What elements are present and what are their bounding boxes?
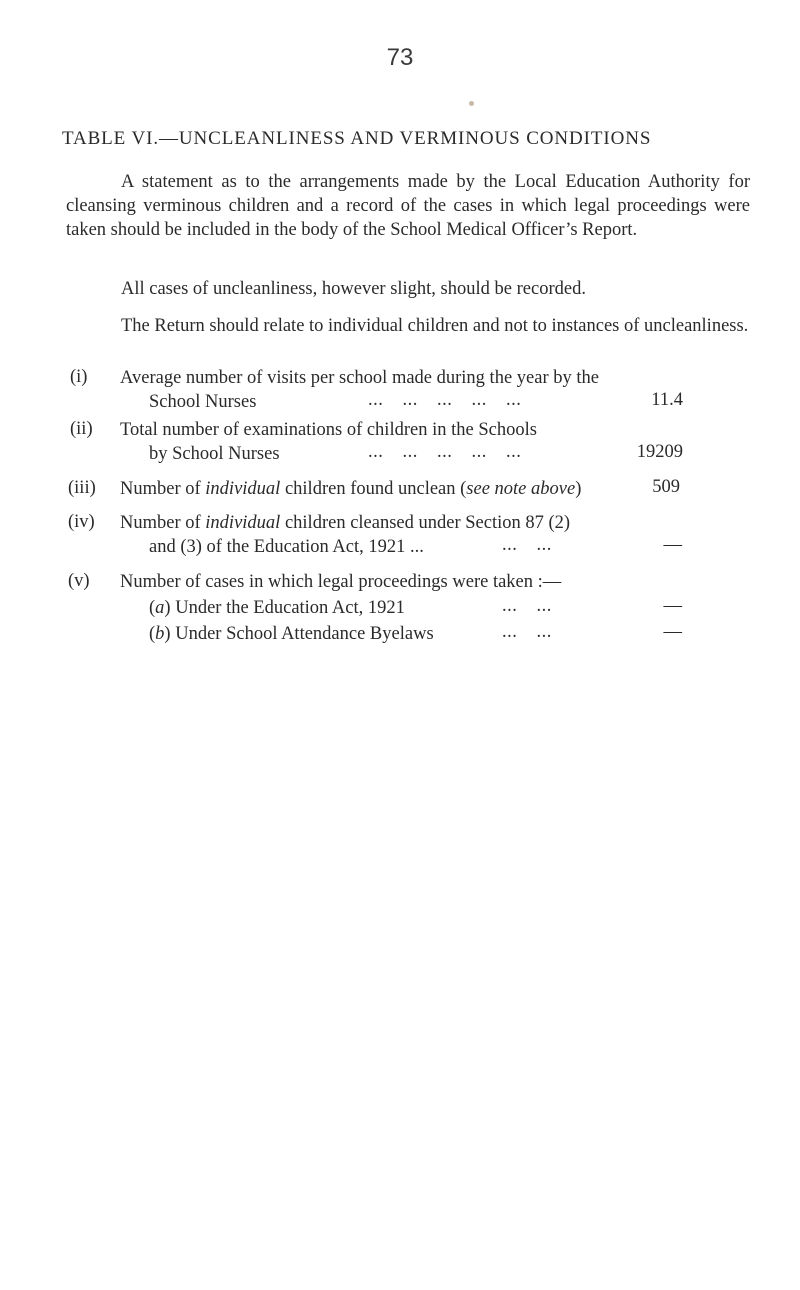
leader-dots: ... ...: [502, 596, 552, 616]
item-numeral: (v): [68, 571, 90, 591]
item-text-line2: by School Nurses: [149, 444, 280, 464]
item-numeral: (i): [70, 367, 88, 387]
page-number: 73: [386, 44, 414, 71]
table-title: TABLE VI.—UNCLEANLINESS AND VERMINOUS CONDITIONS: [62, 128, 652, 149]
item-numeral: (iii): [68, 478, 96, 498]
paper-speck: [469, 101, 474, 106]
item-text-line1: Total number of examinations of children in the Schools: [120, 420, 537, 440]
item-text: Number of cases in which legal proceedings were taken :—: [120, 572, 562, 592]
leader-dots: ... ...: [502, 535, 552, 555]
sub-item-a: (a) Under the Education Act, 1921: [149, 598, 405, 618]
item-text-line1: Number of individual children cleansed under Section 87 (2): [120, 513, 571, 533]
intro-paragraph: A statement as to the arrangements made by the Local Education Authority for cleansing verminous children and a record of the cases in which legal proceedings were taken should be included in the body of the School Medical Officer’s Report.: [66, 172, 750, 240]
note-paragraph-1: All cases of uncleanliness, however slight, should be recorded.: [121, 279, 586, 299]
item-value: 11.4: [651, 390, 683, 410]
leader-dots: ... ...: [502, 622, 552, 642]
sub-item-a-value: —: [663, 596, 682, 616]
item-text: Number of individual children found unclean (see note above): [120, 479, 582, 499]
leader-dots: ... ... ... ... ...: [368, 390, 522, 410]
item-value: —: [663, 535, 682, 555]
item-text-line1: Average number of visits per school made during the year by the: [120, 368, 599, 388]
sub-item-b: (b) Under School Attendance Byelaws: [149, 624, 434, 644]
note-paragraph-2: The Return should relate to individual children and not to instances of uncleanliness.: [121, 316, 749, 336]
item-value: 509: [652, 477, 680, 497]
item-text-line2: and (3) of the Education Act, 1921 ...: [149, 537, 424, 557]
item-numeral: (iv): [68, 512, 95, 532]
item-text-line2: School Nurses: [149, 392, 257, 412]
item-numeral: (ii): [70, 419, 93, 439]
item-value: 19209: [636, 442, 683, 462]
sub-item-b-value: —: [663, 622, 682, 642]
leader-dots: ... ... ... ... ...: [368, 442, 522, 462]
